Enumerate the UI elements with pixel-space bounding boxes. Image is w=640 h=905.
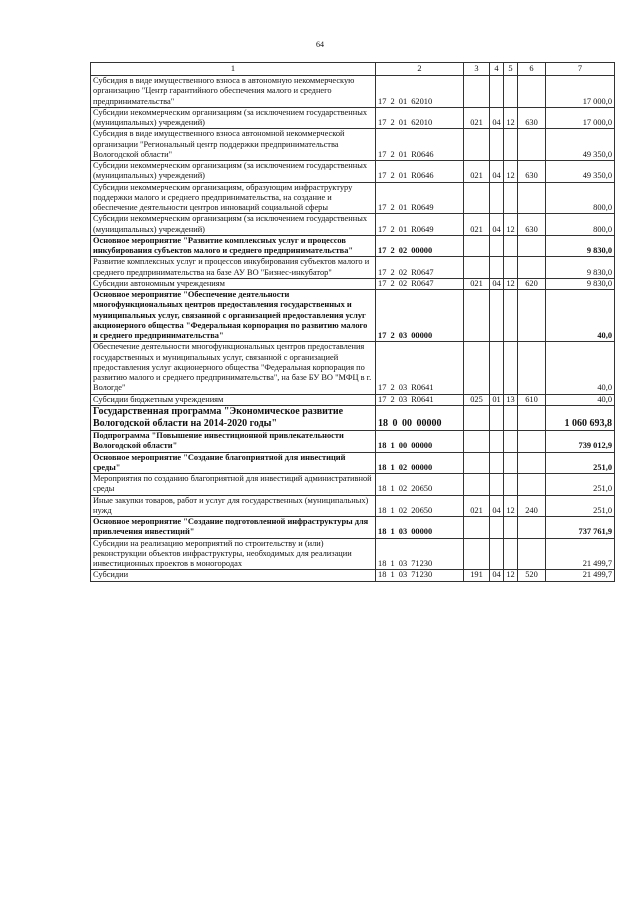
- table-row: [91, 182, 615, 214]
- row-col-3: [464, 257, 490, 279]
- row-amount: 21 499,7: [546, 570, 615, 581]
- row-col-6: [518, 290, 546, 342]
- row-name: Субсидия в виде имущественного взноса в автономную некоммерческую организацию "Центр гарантийного обеспечения малого и среднего предпринимательства": [91, 76, 376, 108]
- row-name: Субсидии некоммерческим организациям, образующим инфраструктуру поддержки малого и среднего предпринимательства, на создание и обеспечение деятельности центров инноваций социальной сферы: [91, 182, 376, 214]
- table-row: [91, 405, 615, 430]
- row-code: 17 2 02 00000: [376, 235, 464, 257]
- table-row: [91, 290, 615, 342]
- row-col-4: [490, 474, 504, 496]
- row-col-3: [464, 76, 490, 108]
- row-col-3: [464, 182, 490, 214]
- row-col-5: [504, 474, 518, 496]
- table-row: [91, 235, 615, 257]
- row-code: 18 1 02 00000: [376, 452, 464, 474]
- table-row: [91, 107, 615, 129]
- row-col-4: 04: [490, 214, 504, 236]
- header-col-1: 1: [91, 63, 376, 76]
- row-col-5: [504, 129, 518, 161]
- row-col-6: 610: [518, 394, 546, 405]
- row-col-6: [518, 538, 546, 570]
- row-col-4: [490, 235, 504, 257]
- row-amount: 17 000,0: [546, 76, 615, 108]
- row-name: Обеспечение деятельности многофункциональных центров предоставления государственных и муниципальных услуг, связанной с организацией предоставления услуг акционерного общества "Федеральная корпорация по развитию малого и среднего предпринимательства", на базе БУ ВО "МФЦ в г. Вологде": [91, 342, 376, 394]
- row-amount: 17 000,0: [546, 107, 615, 129]
- row-col-6: 630: [518, 161, 546, 183]
- row-col-5: 12: [504, 161, 518, 183]
- row-name: Основное мероприятие "Обеспечение деятельности многофункциональных центров предоставления государственных и муниципальных услуг, связанной с организацией предоставления услуг акционерного общества "Федеральная корпорация по развитию малого и среднего предпринимательства": [91, 290, 376, 342]
- row-col-5: [504, 431, 518, 453]
- row-col-3: [464, 538, 490, 570]
- row-code: 18 1 02 20650: [376, 474, 464, 496]
- table-row: [91, 76, 615, 108]
- row-amount: 739 012,9: [546, 431, 615, 453]
- row-col-3: 021: [464, 107, 490, 129]
- row-col-5: [504, 538, 518, 570]
- row-amount: 49 350,0: [546, 129, 615, 161]
- row-code: 17 2 02 R0647: [376, 278, 464, 289]
- table-header-row: [91, 63, 615, 76]
- row-col-5: [504, 235, 518, 257]
- row-col-3: 025: [464, 394, 490, 405]
- row-col-5: [504, 452, 518, 474]
- row-code: 17 2 01 R0649: [376, 214, 464, 236]
- row-col-6: [518, 182, 546, 214]
- row-col-4: [490, 182, 504, 214]
- row-name: Иные закупки товаров, работ и услуг для государственных (муниципальных) нужд: [91, 495, 376, 517]
- row-col-3: [464, 517, 490, 539]
- row-col-6: [518, 235, 546, 257]
- row-col-4: [490, 129, 504, 161]
- row-name: Субсидии некоммерческим организациям (за исключением государственных (муниципальных) учреждений): [91, 107, 376, 129]
- row-col-6: [518, 129, 546, 161]
- row-amount: 251,0: [546, 495, 615, 517]
- row-col-5: 12: [504, 495, 518, 517]
- row-col-6: [518, 405, 546, 430]
- row-name: Основное мероприятие "Развитие комплексных услуг и процессов инкубирования субъектов малого и среднего предпринимательства": [91, 235, 376, 257]
- row-amount: 40,0: [546, 342, 615, 394]
- row-code: 17 2 02 R0647: [376, 257, 464, 279]
- table-row: [91, 394, 615, 405]
- row-code: 18 1 02 20650: [376, 495, 464, 517]
- row-col-3: [464, 129, 490, 161]
- row-col-5: [504, 257, 518, 279]
- row-name: Субсидии на реализацию мероприятий по строительству и (или) реконструкции объектов инфраструктуры, необходимых для реализации инвестиционных проектов в моногородах: [91, 538, 376, 570]
- row-col-6: [518, 342, 546, 394]
- row-col-6: 630: [518, 107, 546, 129]
- row-amount: 9 830,0: [546, 278, 615, 289]
- table-row: [91, 538, 615, 570]
- row-col-3: 021: [464, 214, 490, 236]
- table-row: [91, 570, 615, 581]
- row-amount: 800,0: [546, 182, 615, 214]
- row-col-3: 191: [464, 570, 490, 581]
- row-name: Субсидия в виде имущественного взноса автономной некоммерческой организации "Региональный центр поддержки предпринимательства Вологодской области": [91, 129, 376, 161]
- row-col-4: 04: [490, 278, 504, 289]
- row-col-4: [490, 290, 504, 342]
- header-col-6: 6: [518, 63, 546, 76]
- row-col-6: [518, 431, 546, 453]
- header-col-4: 4: [490, 63, 504, 76]
- row-code: 18 1 00 00000: [376, 431, 464, 453]
- row-code: 17 2 03 R0641: [376, 342, 464, 394]
- row-name: Государственная программа "Экономическое развитие Вологодской области на 2014-2020 годы": [91, 405, 376, 430]
- row-col-4: [490, 405, 504, 430]
- row-col-4: 04: [490, 570, 504, 581]
- table-row: [91, 474, 615, 496]
- row-name: Основное мероприятие "Создание подготовленной инфраструктуры для привлечения инвестиций": [91, 517, 376, 539]
- row-code: 18 1 03 71230: [376, 570, 464, 581]
- row-col-3: 021: [464, 161, 490, 183]
- row-col-6: 240: [518, 495, 546, 517]
- row-col-3: [464, 452, 490, 474]
- row-col-6: 630: [518, 214, 546, 236]
- row-name: Субсидии автономным учреждениям: [91, 278, 376, 289]
- row-col-4: [490, 342, 504, 394]
- table-row: [91, 452, 615, 474]
- row-name: Субсидии некоммерческим организациям (за исключением государственных (муниципальных) учреждений): [91, 214, 376, 236]
- row-col-6: 620: [518, 278, 546, 289]
- row-col-6: [518, 257, 546, 279]
- header-col-7: 7: [546, 63, 615, 76]
- row-col-5: [504, 76, 518, 108]
- header-col-2: 2: [376, 63, 464, 76]
- row-col-5: 12: [504, 570, 518, 581]
- table-row: [91, 214, 615, 236]
- row-name: Субсидии: [91, 570, 376, 581]
- row-col-4: 01: [490, 394, 504, 405]
- row-amount: 1 060 693,8: [546, 405, 615, 430]
- row-col-3: 021: [464, 278, 490, 289]
- row-code: 17 2 03 00000: [376, 290, 464, 342]
- row-col-5: [504, 405, 518, 430]
- row-amount: 21 499,7: [546, 538, 615, 570]
- row-col-4: [490, 538, 504, 570]
- row-col-3: [464, 290, 490, 342]
- row-name: Развитие комплексных услуг и процессов инкубирования субъектов малого и среднего предпринимательства на базе АУ ВО "Бизнес-инкубатор": [91, 257, 376, 279]
- row-col-5: [504, 517, 518, 539]
- row-code: 18 0 00 00000: [376, 405, 464, 430]
- row-amount: 800,0: [546, 214, 615, 236]
- row-amount: 251,0: [546, 452, 615, 474]
- header-col-3: 3: [464, 63, 490, 76]
- row-col-6: [518, 517, 546, 539]
- row-col-3: [464, 405, 490, 430]
- row-name: Субсидии бюджетным учреждениям: [91, 394, 376, 405]
- row-col-4: 04: [490, 161, 504, 183]
- row-col-5: 13: [504, 394, 518, 405]
- row-col-6: [518, 76, 546, 108]
- table-row: [91, 342, 615, 394]
- row-col-3: 021: [464, 495, 490, 517]
- row-col-3: [464, 474, 490, 496]
- row-col-4: [490, 431, 504, 453]
- row-amount: 40,0: [546, 394, 615, 405]
- row-col-4: [490, 257, 504, 279]
- row-name: Подпрограмма "Повышение инвестиционной привлекательности Вологодской области": [91, 431, 376, 453]
- row-col-5: [504, 290, 518, 342]
- budget-table: [90, 62, 615, 582]
- row-col-6: [518, 474, 546, 496]
- row-col-3: [464, 342, 490, 394]
- row-col-3: [464, 431, 490, 453]
- row-col-3: [464, 235, 490, 257]
- row-code: 18 1 03 71230: [376, 538, 464, 570]
- row-col-4: 04: [490, 107, 504, 129]
- row-code: 17 2 01 62010: [376, 107, 464, 129]
- row-code: 17 2 01 R0649: [376, 182, 464, 214]
- row-amount: 40,0: [546, 290, 615, 342]
- row-col-4: 04: [490, 495, 504, 517]
- table-row: [91, 431, 615, 453]
- row-code: 17 2 01 62010: [376, 76, 464, 108]
- row-amount: 737 761,9: [546, 517, 615, 539]
- row-amount: 9 830,0: [546, 257, 615, 279]
- row-name: Субсидии некоммерческим организациям (за исключением государственных (муниципальных) учреждений): [91, 161, 376, 183]
- row-code: 17 2 01 R0646: [376, 161, 464, 183]
- header-col-5: 5: [504, 63, 518, 76]
- table-row: [91, 278, 615, 289]
- row-amount: 251,0: [546, 474, 615, 496]
- table-row: [91, 129, 615, 161]
- row-col-4: [490, 517, 504, 539]
- row-code: 18 1 03 00000: [376, 517, 464, 539]
- row-code: 17 2 03 R0641: [376, 394, 464, 405]
- row-name: Основное мероприятие "Создание благоприятной для инвестиций среды": [91, 452, 376, 474]
- row-col-5: 12: [504, 107, 518, 129]
- row-col-6: [518, 452, 546, 474]
- row-name: Мероприятия по созданию благоприятной для инвестиций административной среды: [91, 474, 376, 496]
- row-code: 17 2 01 R0646: [376, 129, 464, 161]
- table-row: [91, 495, 615, 517]
- row-amount: 9 830,0: [546, 235, 615, 257]
- row-col-4: [490, 76, 504, 108]
- row-col-5: 12: [504, 214, 518, 236]
- page-number: 64: [316, 40, 324, 49]
- row-amount: 49 350,0: [546, 161, 615, 183]
- table-row: [91, 257, 615, 279]
- row-col-5: 12: [504, 278, 518, 289]
- row-col-4: [490, 452, 504, 474]
- table-row: [91, 517, 615, 539]
- row-col-5: [504, 342, 518, 394]
- row-col-6: 520: [518, 570, 546, 581]
- row-col-5: [504, 182, 518, 214]
- table-row: [91, 161, 615, 183]
